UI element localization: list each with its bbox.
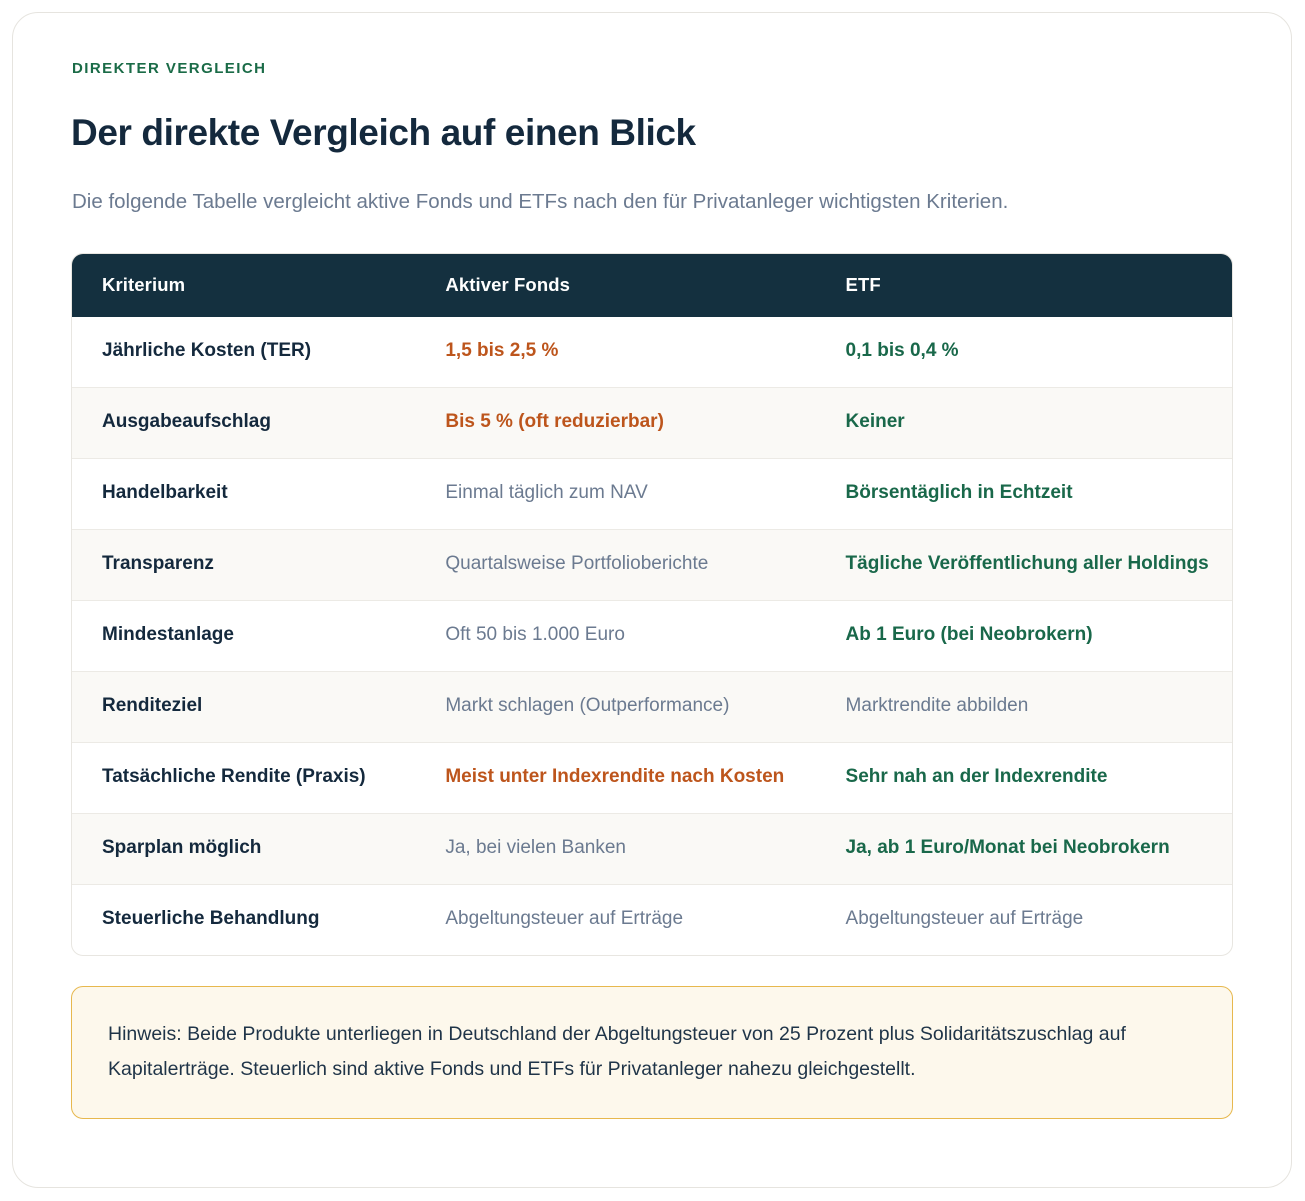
cell-criterion: Tatsächliche Rendite (Praxis) xyxy=(102,766,366,788)
table-row xyxy=(72,601,1232,672)
cell-etf: Marktrendite abbilden xyxy=(845,695,1029,717)
cell-active-fund: Einmal täglich zum NAV xyxy=(445,482,648,504)
cell-etf: Keiner xyxy=(845,411,905,433)
cell-etf: 0,1 bis 0,4 % xyxy=(845,340,959,362)
cell-active-fund: 1,5 bis 2,5 % xyxy=(445,340,559,362)
table-row xyxy=(72,672,1232,743)
cell-criterion: Steuerliche Behandlung xyxy=(102,908,320,930)
cell-etf: Ja, ab 1 Euro/Monat bei Neobrokern xyxy=(845,837,1170,859)
cell-criterion: Ausgabeaufschlag xyxy=(102,411,271,433)
note-box xyxy=(71,986,1233,1119)
table-row xyxy=(72,530,1232,601)
table-row xyxy=(72,459,1232,530)
cell-active-fund: Meist unter Indexrendite nach Kosten xyxy=(445,766,785,788)
cell-etf: Abgeltungsteuer auf Erträge xyxy=(845,908,1084,930)
cell-active-fund: Abgeltungsteuer auf Erträge xyxy=(445,908,684,930)
table-header xyxy=(72,254,1232,317)
cell-active-fund: Oft 50 bis 1.000 Euro xyxy=(445,624,625,646)
cell-criterion: Jährliche Kosten (TER) xyxy=(102,340,312,362)
table-row xyxy=(72,317,1232,387)
cell-criterion: Renditeziel xyxy=(102,695,203,717)
table-row xyxy=(72,743,1232,814)
section-eyebrow: DIREKTER VERGLEICH xyxy=(72,60,267,77)
cell-etf: Tägliche Veröffentlichung aller Holdings xyxy=(845,553,1209,575)
cell-active-fund: Quartalsweise Portfolioberichte xyxy=(445,553,709,575)
column-header-criterion: Kriterium xyxy=(72,254,415,317)
table-header-row xyxy=(72,254,1232,317)
column-header-active-fund: Aktiver Fonds xyxy=(415,254,815,317)
table-row xyxy=(72,885,1232,955)
cell-active-fund: Ja, bei vielen Banken xyxy=(445,837,626,859)
cell-criterion: Mindestanlage xyxy=(102,624,234,646)
cell-etf: Sehr nah an der Indexrendite xyxy=(845,766,1108,788)
table-body xyxy=(72,317,1232,955)
column-header-etf: ETF xyxy=(816,254,1232,317)
cell-etf: Ab 1 Euro (bei Neobrokern) xyxy=(845,624,1093,646)
cell-criterion: Sparplan möglich xyxy=(102,837,262,859)
comparison-table xyxy=(72,254,1232,955)
cell-active-fund: Markt schlagen (Outperformance) xyxy=(445,695,730,717)
note-text: Hinweis: Beide Produkte unterliegen in Deutschland der Abgeltungsteuer von 25 Prozent plus Solidaritätszuschlag auf Kapitalerträge. Steuerlich sind aktive Fonds und ETFs für Privatanleger nahezu gleichgestellt. xyxy=(108,1022,1126,1080)
comparison-table-container xyxy=(71,253,1233,956)
page-subtitle: Die folgende Tabelle vergleicht aktive Fonds und ETFs nach den für Privatanleger wichtigsten Kriterien. xyxy=(72,189,1009,213)
cell-criterion: Handelbarkeit xyxy=(102,482,228,504)
cell-criterion: Transparenz xyxy=(102,553,214,575)
table-row xyxy=(72,388,1232,459)
cell-active-fund: Bis 5 % (oft reduzierbar) xyxy=(445,411,664,433)
page-title: Der direkte Vergleich auf einen Blick xyxy=(71,112,696,153)
comparison-card xyxy=(12,12,1292,1188)
table-row xyxy=(72,814,1232,885)
cell-etf: Börsentäglich in Echtzeit xyxy=(845,482,1073,504)
